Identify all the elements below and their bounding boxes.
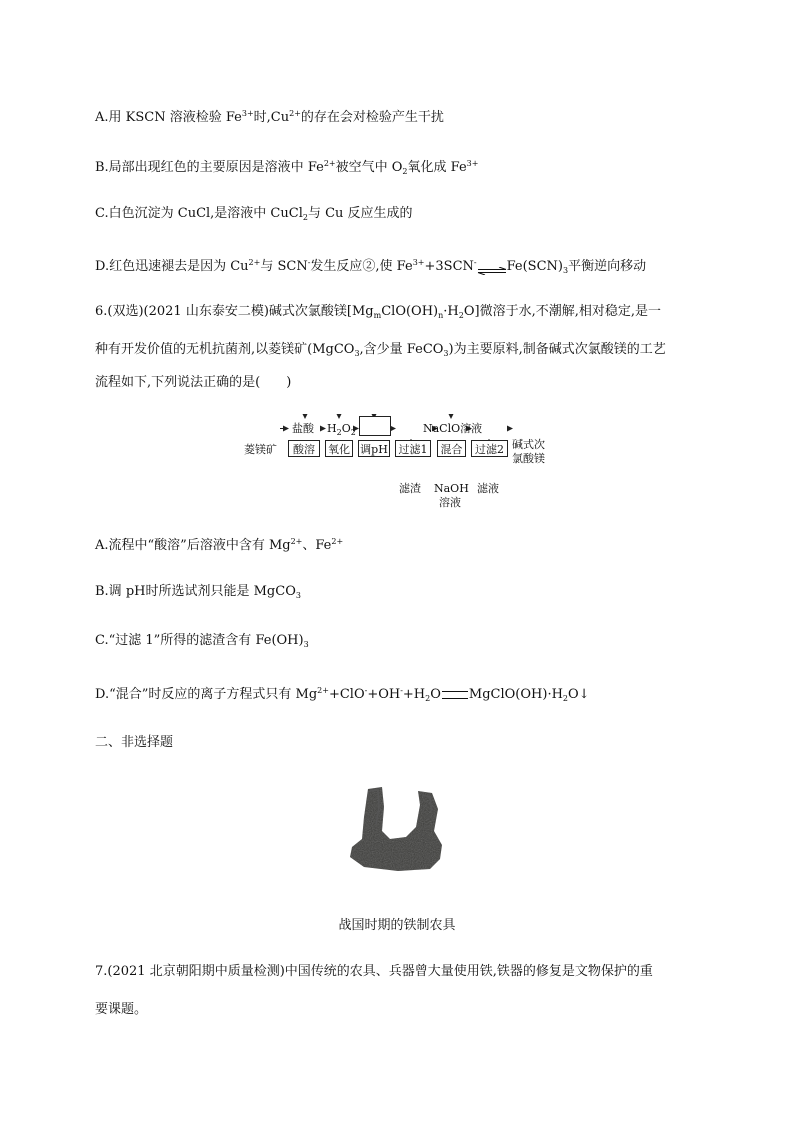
flow-input-naoh-line2: 溶液 — [439, 496, 461, 509]
flow-step-mix: 混合 — [437, 440, 466, 457]
q5-option-b: B.局部出现红色的主要原因是溶液中 $Fe^{2+}$被空气中 $O_2$氧化成 $Fe^{3+}$ — [95, 159, 479, 176]
flow-step-filter1: 过滤1 — [395, 440, 431, 457]
flow-input-naclo: NaClO溶液 — [423, 422, 483, 435]
section-heading: 二、非选择题 — [95, 735, 174, 750]
flow-output-residue: 滤渣 — [399, 482, 421, 495]
flow-product-line2: 氯酸镁 — [512, 452, 545, 465]
iron-farm-tool-photo — [348, 787, 444, 871]
q7-stem-line1: 7.(2021 北京朝阳期中质量检测)中国传统的农具、兵器曾大量使用铁,铁器的修复是文物保护的重 — [95, 964, 653, 979]
q6-stem-line2: 种有开发价值的无机抗菌剂,以菱镁矿(MgCO$_3$,含少量 FeCO$_3$)为主要原料,制备碱式次氯酸镁的工艺 — [95, 342, 666, 358]
photo-caption: 战国时期的铁制农具 — [338, 918, 456, 933]
flow-step-adjust-ph: 调pH — [358, 440, 390, 457]
flow-start-material: 菱镁矿 — [244, 443, 277, 456]
q5-option-c: C.白色沉淀为 CuCl,是溶液中 CuCl$_2$与 Cu 反应生成的 — [95, 206, 413, 222]
q6-option-c: C.“过滤 1”所得的滤渣含有 $Fe(OH)_3$ — [95, 633, 309, 649]
q6-option-a: A.流程中“酸溶”后溶液中含有 $Mg^{2+}$、$Fe^{2+}$ — [95, 537, 344, 553]
q6-stem-line3: 流程如下,下列说法正确的是( ) — [95, 375, 292, 390]
flow-step-filter2: 过滤2 — [471, 440, 508, 457]
flow-step-oxidize: 氧化 — [325, 440, 353, 457]
q5-option-d: D.红色迅速褪去是因为 $Cu^{2+}$与 SCN-发生反应②,使 $Fe^{3+}+3SCN^-$ $Fe(SCN)_3$平衡逆向移动 — [95, 258, 647, 275]
flow-step-acid-dissolve: 酸溶 — [288, 440, 320, 457]
reaction-equals-sign — [442, 691, 468, 699]
q6-option-b: B.调 pH时所选试剂只能是 MgCO$_3$ — [95, 584, 301, 600]
q6-stem-line1: 6.(双选)(2021 山东泰安二模)碱式次氯酸镁$[Mg_mClO(OH)_n\cdot H_2O]$微溶于水,不潮解,相对稳定,是一 — [95, 304, 661, 320]
equilibrium-arrow — [477, 263, 507, 271]
flow-input-h2o2: $H_2O_2$ — [327, 422, 356, 437]
flow-input-hcl: 盐酸 — [292, 422, 314, 435]
q5-option-a: A.用 KSCN 溶液检验 $Fe^{3+}$时$,Cu^{2+}$的存在会对检验产生干扰 — [95, 109, 444, 125]
flow-blank-reagent-box — [359, 416, 391, 436]
flow-product-line1: 碱式次 — [512, 438, 545, 451]
q6-option-d: D.“混合”时反应的离子方程式只有 $Mg^{2+}+ClO^-+OH^-+H_2O$ $MgClO(OH)\cdot H_2O↓$ — [95, 686, 590, 703]
q7-stem-line2: 要课题。 — [95, 1002, 148, 1017]
flow-output-filtrate: 滤液 — [477, 482, 499, 495]
flow-input-naoh-line1: NaOH — [434, 482, 469, 495]
